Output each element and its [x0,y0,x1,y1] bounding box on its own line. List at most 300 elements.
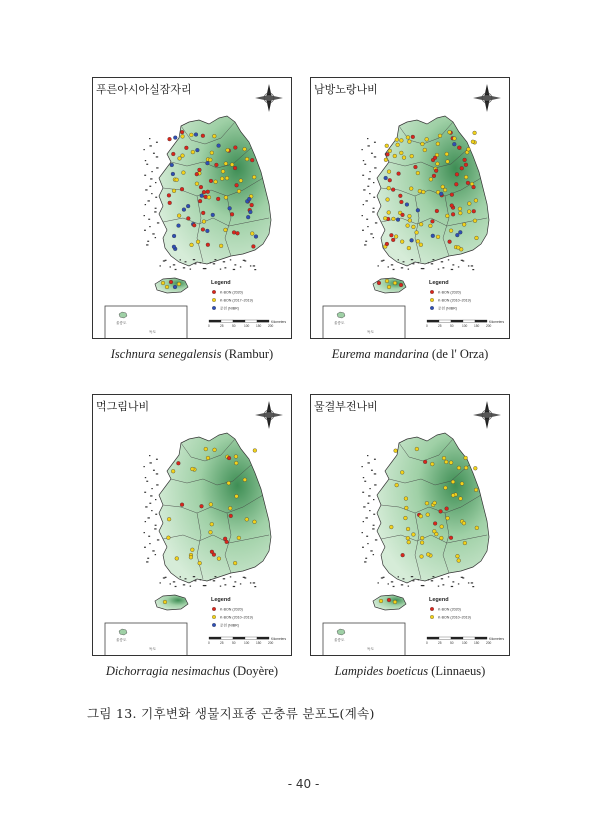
occurrence-point [229,514,233,518]
scale-unit: Kilometers [271,320,287,324]
occurrence-point [454,182,458,186]
legend-marker [212,623,216,627]
species-name: Ischnura senegalensis [110,347,222,361]
occurrence-point [473,131,477,135]
occurrence-point [416,239,420,243]
occurrence-point [475,526,479,530]
occurrence-point [184,146,188,150]
occurrence-point [177,224,181,228]
occurrence-point [431,234,435,238]
legend-marker [212,306,216,310]
occurrence-point [394,235,398,239]
occurrence-point [210,522,214,526]
occurrence-point [246,215,250,219]
occurrence-point [198,561,202,565]
korea-map-4 [311,395,510,656]
occurrence-point [379,599,383,603]
occurrence-point [385,144,389,148]
occurrence-point [163,600,167,604]
occurrence-point [250,203,254,207]
occurrence-point [190,243,194,247]
occurrence-point [227,481,231,485]
occurrence-point [200,194,204,198]
legend-title: Legend [211,597,231,603]
legend-label: K-BON (2017~2019) [220,298,253,303]
occurrence-point [452,142,456,146]
occurrence-point [180,130,184,134]
occurrence-point [171,469,175,473]
ulleung-island [337,312,345,318]
occurrence-point [391,188,395,192]
occurrence-point [186,217,190,221]
occurrence-point [418,189,422,193]
occurrence-point [455,233,459,237]
occurrence-point [446,516,450,520]
map-title: 푸른아시아실잠자리 [96,83,192,96]
occurrence-point [456,554,460,558]
inset-label: 울릉도 [116,321,127,325]
scale-label: 25 [438,324,442,328]
scale-label: 0 [208,641,210,645]
occurrence-point [216,197,220,201]
occurrence-point [172,234,176,238]
occurrence-point [252,175,256,179]
ulleung-island [337,629,345,635]
occurrence-point [201,134,205,138]
occurrence-point [253,520,257,524]
occurrence-point [245,157,249,161]
occurrence-point [439,510,443,514]
occurrence-point [396,143,400,147]
occurrence-point [224,228,228,232]
occurrence-point [388,178,392,182]
occurrence-point [206,190,210,194]
north-arrow-icon [255,84,283,112]
occurrence-point [186,204,190,208]
figure-caption: 그림 13. 기후변화 생물지표종 곤충류 분포도(계속) [87,706,375,721]
occurrence-point [453,137,457,141]
occurrence-point [458,211,462,215]
legend-title: Legend [429,597,449,603]
occurrence-point [412,533,416,537]
occurrence-point [430,462,434,466]
occurrence-point [388,149,392,153]
inset-label: 울릉도 [116,638,127,642]
occurrence-point [204,447,208,451]
occurrence-point [467,210,471,214]
occurrence-point [253,449,257,453]
occurrence-point [395,483,399,487]
occurrence-point [161,281,165,285]
occurrence-point [457,559,461,563]
legend-label: 문헌 (NIBR) [220,623,239,628]
occurrence-point [180,503,184,507]
occurrence-point [221,169,225,173]
ulleung-island [119,312,127,318]
occurrence-point [384,176,388,180]
occurrence-point [406,224,410,228]
occurrence-point [420,541,424,545]
occurrence-point [178,157,182,161]
occurrence-point [419,243,423,247]
occurrence-point [385,279,389,283]
occurrence-point [168,137,172,141]
scale-bar [426,320,504,328]
scale-label: 100 [244,641,250,645]
occurrence-point [434,169,438,173]
occurrence-point [473,466,477,470]
scale-label: 200 [486,641,492,645]
scale-label: 200 [486,324,492,328]
occurrence-point [202,190,206,194]
occurrence-point [212,134,216,138]
occurrence-point [450,204,454,208]
species-caption-3 [87,664,297,679]
legend-title: Legend [429,280,449,286]
occurrence-point [171,172,175,176]
occurrence-point [228,506,232,510]
occurrence-point [466,181,470,185]
occurrence-point [393,154,397,158]
scale-label: 150 [256,641,262,645]
map-title: 먹그림나비 [96,400,150,413]
occurrence-point [473,219,477,223]
occurrence-point [460,482,464,486]
occurrence-point [233,146,237,150]
occurrence-point [464,175,468,179]
map-title: 남방노랑나비 [314,83,378,96]
occurrence-point [399,151,403,155]
occurrence-point [198,199,202,203]
occurrence-point [206,161,210,165]
occurrence-point [182,171,186,175]
occurrence-point [395,138,399,142]
scale-label: 200 [268,641,274,645]
occurrence-point [404,516,408,520]
occurrence-point [190,467,194,471]
occurrence-point [192,223,196,227]
occurrence-point [442,456,446,460]
occurrence-point [420,142,424,146]
occurrence-point [474,488,478,492]
scale-unit: Kilometers [489,637,505,641]
scale-label: 25 [220,324,224,328]
occurrence-point [202,220,206,224]
occurrence-point [177,214,181,218]
occurrence-point [200,504,204,508]
occurrence-point [243,147,247,151]
occurrence-point [460,166,464,170]
occurrence-point [170,163,174,167]
page-number: - 40 - [287,777,320,791]
occurrence-point [399,283,403,287]
inset-ulleung [323,623,405,656]
occurrence-point [409,187,413,191]
scale-label: 0 [426,324,428,328]
scale-label: 0 [208,324,210,328]
occurrence-point [423,148,427,152]
occurrence-point [225,176,229,180]
legend [211,280,253,310]
occurrence-point [401,553,405,557]
occurrence-point [224,196,228,200]
scale-bar [208,320,286,328]
occurrence-point [394,449,398,453]
occurrence-point [245,517,249,521]
north-arrow-icon [255,401,283,429]
occurrence-point [407,540,411,544]
legend-label: 문헌 (NIBR) [438,306,457,311]
inset-label: 독도 [149,330,156,334]
legend-label: K-BON (2020) [438,607,461,612]
occurrence-point [167,517,171,521]
occurrence-point [234,461,238,465]
occurrence-point [435,209,439,213]
legend-marker [212,615,216,619]
occurrence-point [421,190,425,194]
occurrence-point [433,501,437,505]
occurrence-point [208,158,212,162]
occurrence-point [205,229,209,233]
occurrence-point [408,214,412,218]
inset-label: 독도 [367,647,374,651]
map-panel-2 [310,77,510,339]
scale-label: 100 [462,641,468,645]
species-author: (Doyère) [229,664,279,678]
occurrence-point [436,162,440,166]
occurrence-point [464,163,468,167]
occurrence-point [436,142,440,146]
occurrence-point [415,447,419,451]
occurrence-point [191,150,195,154]
legend-marker [212,607,216,611]
occurrence-point [226,148,230,152]
inset-label: 독도 [367,330,374,334]
korea-map-2 [311,78,510,339]
inset-label: 울릉도 [334,321,345,325]
legend-title: Legend [211,280,231,286]
occurrence-point [198,168,202,172]
korea-mainland [377,433,489,583]
occurrence-point [426,513,430,517]
occurrence-point [416,208,420,212]
map-panel-4 [310,394,510,656]
occurrence-point [456,246,460,250]
occurrence-point [204,195,208,199]
scale-label: 150 [256,324,262,328]
occurrence-point [439,536,443,540]
occurrence-point [404,497,408,501]
occurrence-point [467,147,471,151]
korea-mainland [159,433,271,583]
scale-bar [426,637,504,645]
occurrence-point [451,212,455,216]
occurrence-point [458,230,462,234]
legend-marker [430,607,434,611]
occurrence-point [213,448,217,452]
legend-marker [430,615,434,619]
occurrence-point [383,216,387,220]
occurrence-point [425,501,429,505]
occurrence-point [224,162,228,166]
occurrence-point [467,202,471,206]
occurrence-point [464,456,468,460]
scale-label: 25 [438,641,442,645]
occurrence-point [419,514,423,518]
scale-label: 50 [232,324,236,328]
occurrence-point [214,180,218,184]
occurrence-point [458,207,462,211]
occurrence-point [227,456,231,460]
scale-label: 50 [450,641,454,645]
occurrence-point [201,228,205,232]
occurrence-point [250,158,254,162]
species-author: (de l' Orza) [428,347,489,361]
occurrence-point [209,503,213,507]
occurrence-point [457,146,461,150]
occurrence-point [462,223,466,227]
occurrence-point [230,212,234,216]
occurrence-point [172,189,176,193]
occurrence-point [386,198,390,202]
inset-label: 울릉도 [334,638,345,642]
occurrence-point [236,231,240,235]
legend-marker [430,290,434,294]
occurrence-point [189,133,193,137]
occurrence-point [420,536,424,540]
occurrence-point [195,172,199,176]
occurrence-point [211,213,215,217]
occurrence-point [432,529,436,533]
legend-label: K-BON (2010~2019) [438,615,471,620]
occurrence-point [195,148,199,152]
scale-unit: Kilometers [489,320,505,324]
occurrence-point [230,163,234,167]
occurrence-point [399,139,403,143]
occurrence-point [195,182,199,186]
occurrence-point [474,199,478,203]
occurrence-point [443,188,447,192]
occurrence-point [210,151,214,155]
occurrence-point [194,133,198,137]
occurrence-point [448,130,452,134]
occurrence-point [438,134,442,138]
occurrence-point [232,231,236,235]
occurrence-point [243,478,247,482]
occurrence-point [219,244,223,248]
occurrence-point [399,200,403,204]
occurrence-point [471,140,475,144]
occurrence-point [428,224,432,228]
occurrence-point [181,154,185,158]
occurrence-point [175,557,179,561]
occurrence-point [451,493,455,497]
occurrence-point [250,232,254,236]
occurrence-point [235,494,239,498]
occurrence-point [233,561,237,565]
occurrence-point [402,156,406,160]
occurrence-point [396,218,400,222]
jeju-island [155,595,188,610]
occurrence-point [225,540,229,544]
occurrence-point [385,242,389,246]
occurrence-point [209,179,213,183]
map-panel-3 [92,394,292,656]
occurrence-point [406,135,410,139]
occurrence-point [248,210,252,214]
legend-label: K-BON (2020) [220,290,243,295]
occurrence-point [387,285,391,289]
occurrence-point [239,179,243,183]
legend-label: K-BON (2020) [220,607,243,612]
occurrence-point [406,527,410,531]
occurrence-point [410,154,414,158]
scale-unit: Kilometers [271,637,287,641]
occurrence-point [397,172,401,176]
occurrence-point [445,214,449,218]
occurrence-point [217,557,221,561]
legend-marker [212,290,216,294]
occurrence-point [444,460,448,464]
species-author: (Rambur) [221,347,274,361]
occurrence-point [177,282,181,286]
occurrence-point [404,506,408,510]
occurrence-point [181,135,185,139]
inset-ulleung [105,306,187,339]
occurrence-point [387,598,391,602]
occurrence-point [167,193,171,197]
occurrence-point [401,213,405,217]
occurrence-point [423,460,427,464]
legend-label: 문헌 (NIBR) [220,306,239,311]
scale-label: 25 [220,641,224,645]
occurrence-point [439,192,443,196]
occurrence-point [220,177,224,181]
scale-label: 100 [462,324,468,328]
occurrence-point [391,217,395,221]
occurrence-point [400,471,404,475]
ulleung-island [119,629,127,635]
occurrence-point [398,194,402,198]
occurrence-point [237,536,241,540]
legend-label: K-BON (2010~2019) [220,615,253,620]
occurrence-point [172,245,176,249]
occurrence-point [207,195,211,199]
occurrence-point [445,507,449,511]
occurrence-point [165,285,169,289]
occurrence-point [419,222,423,226]
inset-ulleung [105,623,187,656]
occurrence-point [462,521,466,525]
occurrence-point [444,486,448,490]
occurrence-point [416,171,420,175]
occurrence-point [206,243,210,247]
occurrence-point [190,548,194,552]
occurrence-point [387,170,391,174]
occurrence-point [455,172,459,176]
occurrence-point [393,600,397,604]
occurrence-point [475,236,479,240]
occurrence-point [169,280,173,284]
occurrence-point [431,219,435,223]
occurrence-point [464,466,468,470]
occurrence-point [233,166,237,170]
north-arrow-icon [473,401,501,429]
scale-label: 200 [268,324,274,328]
occurrence-point [463,158,467,162]
occurrence-point [168,201,172,205]
scale-bar [208,637,286,645]
